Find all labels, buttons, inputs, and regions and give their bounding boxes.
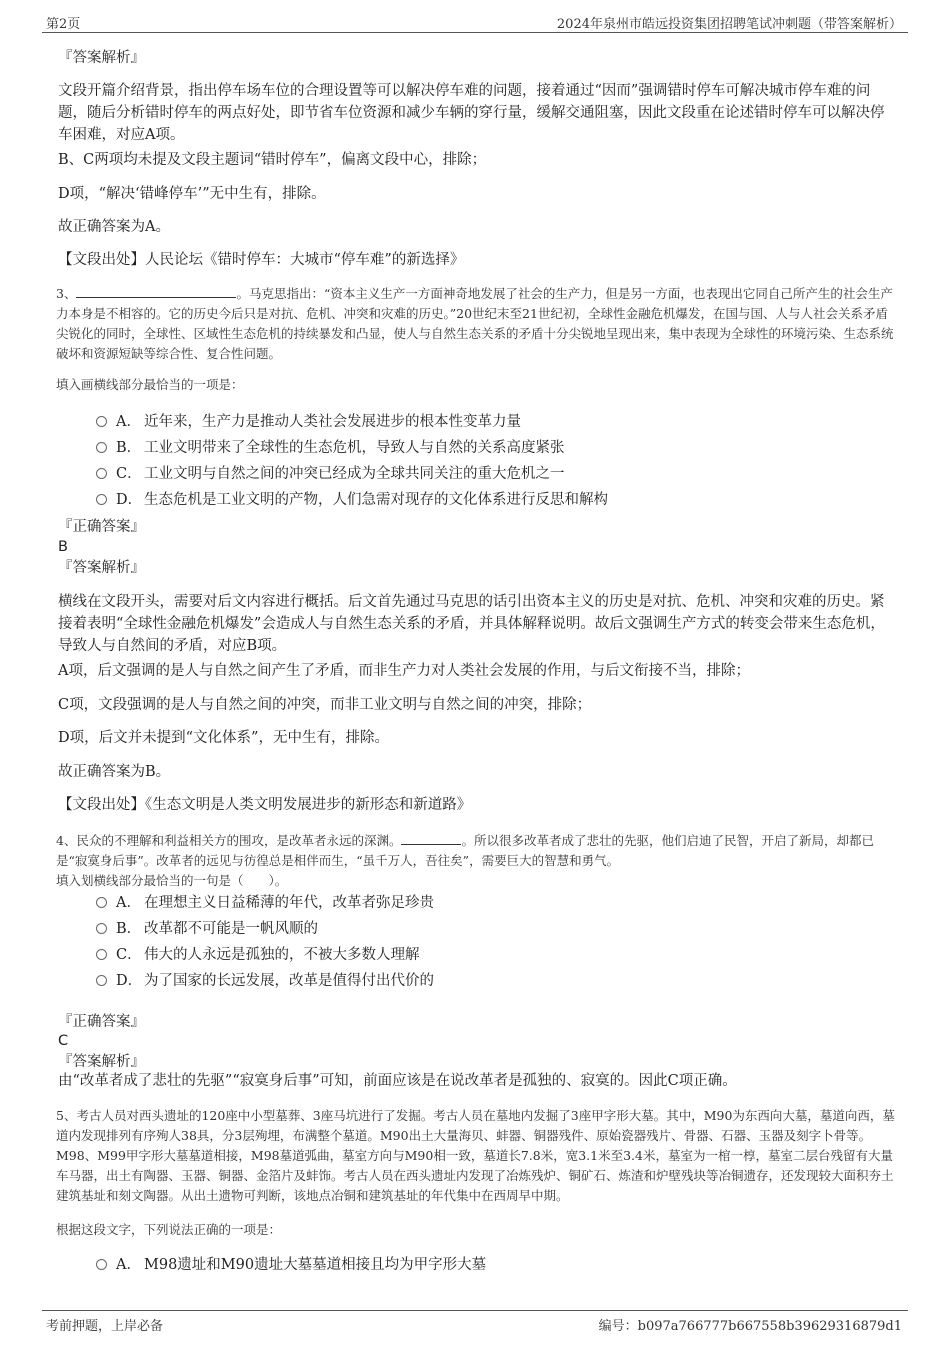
q3-option-a[interactable]: A． 近年来，生产力是推动人类社会发展进步的根本性变革力量 bbox=[96, 412, 521, 432]
q4-blank bbox=[401, 832, 461, 845]
radio-icon[interactable] bbox=[96, 468, 107, 479]
page-header bbox=[42, 10, 908, 33]
page-footer bbox=[42, 1310, 908, 1333]
radio-icon[interactable] bbox=[96, 923, 107, 934]
footer-slogan: 考前押题，上岸必备 bbox=[46, 1319, 164, 1334]
q4-answer-heading: 『正确答案』 bbox=[58, 1014, 145, 1030]
q5-prompt: 根据这段文字，下列说法正确的一项是： bbox=[56, 1222, 282, 1237]
q3-analysis-c: C项，文段强调的是人与自然之间的冲突，而非工业文明与自然之间的冲突，排除； bbox=[58, 697, 592, 713]
q3-option-c[interactable]: C． 工业文明与自然之间的冲突已经成为全球共同关注的重大危机之一 bbox=[96, 464, 565, 484]
q2-conclusion: 故正确答案为A。 bbox=[58, 219, 170, 235]
q3-analysis-a: A项，后文强调的是人与自然之间产生了矛盾，而非生产力对人类社会发展的作用，与后文衔接不当，排除； bbox=[58, 663, 750, 679]
q3-stem bbox=[56, 284, 896, 364]
q3-prompt: 填入画横线部分最恰当的一项是： bbox=[56, 377, 244, 392]
q3-stem-text: 。马克思指出：“资本主义生产一方面神奇地发展了社会的生产力，但是另一方面，也表现出它同自己所产生的社会生产力本身是不相容的。它的历史今后只是对抗、危机、冲突和灾难的历史。”20世纪末至21世纪初，全球性金融危机爆发，在国与国、人与人社会关系矛盾尖锐化的同时，全球性、区域性生态危机的持续暴发和凸显，使人与自然生态关系的矛盾十分尖锐地呈现出来，集中表现为全球性的环境污染、生态系统破坏和资源短缺等综合性、复合性问题。 bbox=[56, 286, 894, 361]
q4-analysis-heading: 『答案解析』 bbox=[58, 1054, 145, 1070]
q3-number: 3、 bbox=[56, 286, 77, 301]
q2-analysis-paragraph: 文段开篇介绍背景，指出停车场车位的合理设置等可以解决停车难的问题，接着通过“因而”强调错时停车可解决城市停车难的问题，随后分析错时停车的两点好处，即节省车位资源和减少车辆的穿行量，缓解交通阻塞，因此文段重在论述错时停车可以解决停车困难，对应A项。 bbox=[58, 83, 885, 143]
q3-option-d[interactable]: D． 生态危机是工业文明的产物，人们急需对现存的文化体系进行反思和解构 bbox=[96, 490, 608, 510]
q3-conclusion: 故正确答案为B。 bbox=[58, 764, 171, 780]
q4-option-b[interactable]: B． 改革都不可能是一帆风顺的 bbox=[96, 919, 318, 939]
q3-answer: B bbox=[58, 539, 68, 555]
q4-option-c[interactable]: C． 伟大的人永远是孤独的，不被大多数人理解 bbox=[96, 945, 420, 965]
q4-answer: C bbox=[58, 1033, 69, 1049]
q4-option-a[interactable]: A． 在理想主义日益稀薄的年代，改革者弥足珍贵 bbox=[96, 893, 434, 913]
q3-option-b[interactable]: B． 工业文明带来了全球性的生态危机，导致人与自然的关系高度紧张 bbox=[96, 438, 565, 458]
q2-analysis-d: D项，“解决‘错峰停车’”无中生有，排除。 bbox=[58, 186, 326, 202]
radio-icon[interactable] bbox=[96, 949, 107, 960]
q2-analysis-b-c: B、C两项均未提及文段主题词“错时停车”，偏离文段中心，排除； bbox=[58, 152, 487, 168]
q3-answer-heading: 『正确答案』 bbox=[58, 519, 145, 535]
radio-icon[interactable] bbox=[96, 897, 107, 908]
q3-analysis-d: D项，后文并未提到“文化体系”，无中生有，排除。 bbox=[58, 730, 389, 746]
q2-source: 【文段出处】人民论坛《错时停车：大城市“停车难”的新选择》 bbox=[58, 252, 465, 268]
q3-analysis-heading: 『答案解析』 bbox=[58, 560, 145, 576]
page-number: 第2页 bbox=[46, 17, 81, 32]
radio-icon[interactable] bbox=[96, 1259, 107, 1270]
radio-icon[interactable] bbox=[96, 975, 107, 986]
q3-analysis-paragraph: 横线在文段开头，需要对后文内容进行概括。后文首先通过马克思的话引出资本主义的历史是对抗、危机、冲突和灾难的历史。紧接着表明“全球性金融危机爆发”会造成人与自然生态关系的矛盾，并具体解释说明。故后文强调生产方式的转变会带来生态危机，导致人与自然间的矛盾，对应B项。 bbox=[58, 594, 885, 654]
radio-icon[interactable] bbox=[96, 442, 107, 453]
q3-source: 【文段出处】《生态文明是人类文明发展进步的新形态和新道路》 bbox=[58, 797, 472, 813]
document-title: 2024年泉州市皓远投资集团招聘笔试冲刺题（带答案解析） bbox=[556, 17, 902, 32]
q4-stem: 4、民众的不理解和利益相关方的围攻，是改革者永远的深渊。 。所以很多改革者成了悲壮的先驱，他们启迪了民智，开启了新局，却都已是“寂寞身后事”。改革者的远见与彷徨总是相伴而生，“虽千万人，吾往矣”，需要巨大的智慧和勇气。 bbox=[56, 833, 874, 868]
q2-analysis-heading: 『答案解析』 bbox=[58, 50, 145, 66]
radio-icon[interactable] bbox=[96, 416, 107, 427]
radio-icon[interactable] bbox=[96, 494, 107, 505]
q4-analysis: 由“改革者成了悲壮的先驱”“寂寞身后事”可知，前面应该是在说改革者是孤独的、寂寞的。因此C项正确。 bbox=[58, 1073, 737, 1089]
footer-serial: 编号：b097a766777b667558b39629316879d1 bbox=[598, 1319, 902, 1334]
q4-prompt: 填入划横线部分最恰当的一句是（ ）。 bbox=[56, 873, 288, 888]
q4-option-d[interactable]: D． 为了国家的长远发展，改革是值得付出代价的 bbox=[96, 971, 434, 991]
q3-blank bbox=[76, 285, 236, 298]
q5-option-a[interactable]: A． M98遗址和M90遗址大墓墓道相接且均为甲字形大墓 bbox=[96, 1255, 486, 1275]
q5-stem: 5、考古人员对西头遗址的120座中小型墓葬、3座马坑进行了发掘。考古人员在墓地内发掘了3座甲字形大墓。其中，M90为东西向大墓，墓道向西，墓道内发现排列有序殉人38具，分3层殉埋，布满整个墓道。M90出土大量海贝、蚌器、铜器残件、原始瓷器残片、骨器、石器、玉器及刻字卜骨等。M98、M99甲字形大墓墓道相接，M98墓道弧曲，墓室方向与M90相一致，墓道长7.8米，宽3.1米至3.4米，墓室为一棺一椁，墓室二层台残留有大量车马器，出土有陶器、玉器、铜器、金箔片及蚌饰。考古人员在西头遗址内发现了冶炼残炉、铜矿石、炼渣和炉壁残块等冶铜遗存，还发现较大面积夯土建筑基址和刻文陶器。从出土遗物可判断，该地点冶铜和建筑基址的年代集中在西周早中期。 bbox=[56, 1108, 895, 1203]
